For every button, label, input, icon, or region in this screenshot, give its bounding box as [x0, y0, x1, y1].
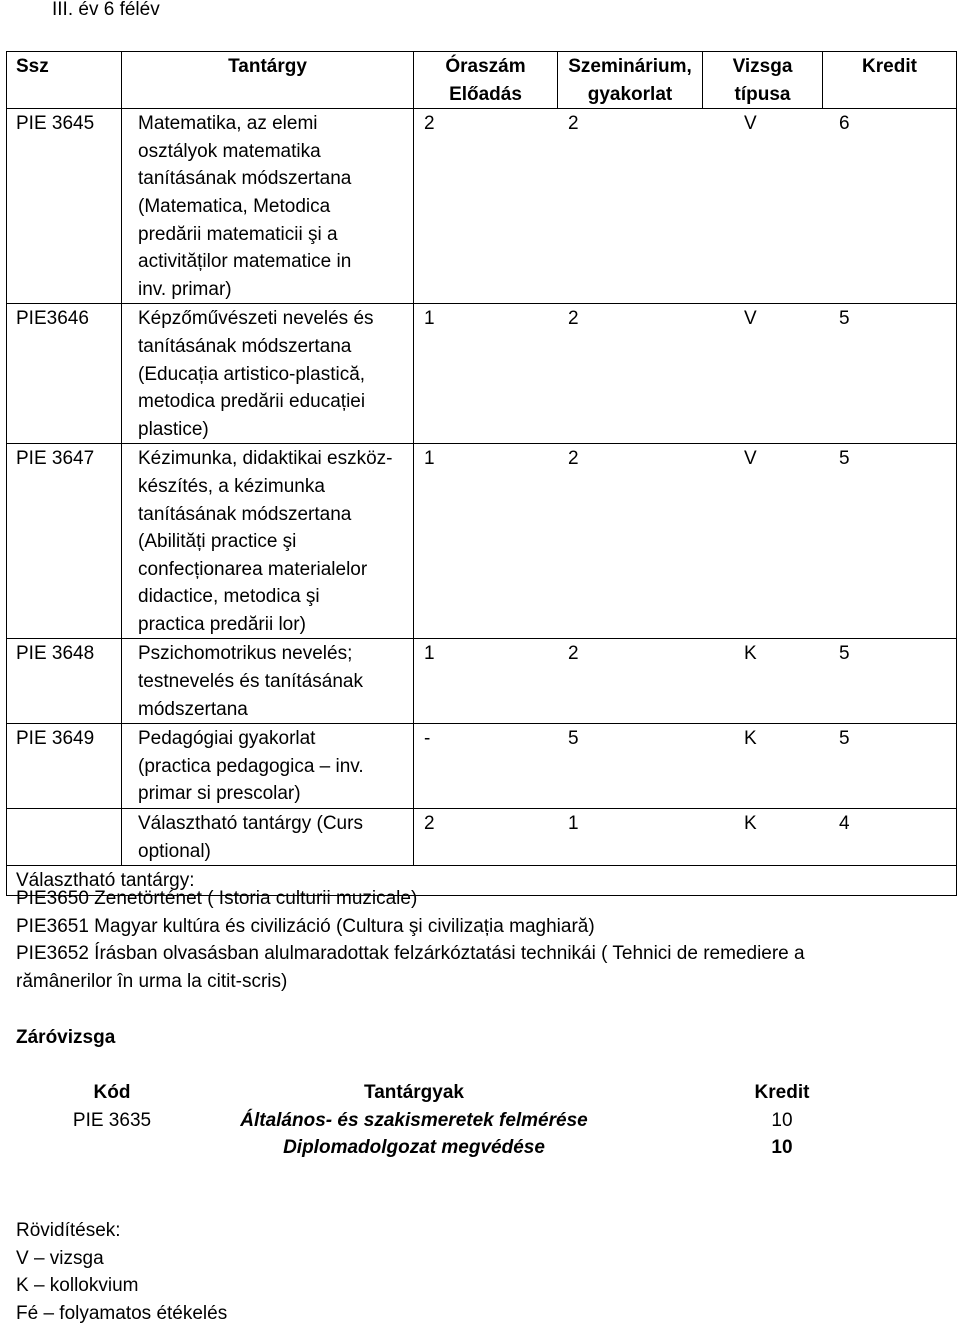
course-title-line: (practica pedagogica – inv.	[138, 755, 364, 777]
course-code: PIE 3647	[7, 444, 122, 639]
course-title-line: Választható tantárgy (Curs	[138, 813, 363, 835]
course-title-line: (Educația artistico-plastică,	[138, 363, 366, 385]
table-row	[7, 724, 957, 809]
elective-list	[16, 885, 805, 995]
course-title	[122, 304, 414, 444]
course-title	[122, 724, 414, 809]
table-row	[7, 304, 957, 444]
header-gyakorlat-label: gyakorlat	[587, 83, 673, 105]
kredit-value: 5	[839, 308, 850, 330]
course-title-line: tanításának módszertana	[138, 503, 352, 525]
vizsga-type-value: K	[744, 813, 757, 835]
abbreviations	[16, 1217, 227, 1327]
eloadas-value: 1	[424, 643, 435, 665]
abbreviation-item: K – kollokvium	[16, 1275, 139, 1297]
course-title-line: primar si prescolar)	[138, 783, 301, 805]
course-title-line: tanításának módszertana	[138, 335, 352, 357]
final-header-tantargyak: Tantárgyak	[364, 1082, 464, 1103]
course-title-line: predării matematicii şi a	[138, 223, 338, 245]
szeminarium-value: 5	[568, 728, 579, 750]
course-title	[122, 809, 414, 866]
kredit-value: 4	[839, 813, 850, 835]
table-row	[7, 444, 957, 639]
final-row-kod: PIE 3635	[72, 1109, 152, 1131]
eloadas-value: 2	[424, 113, 435, 135]
header-tantargy: Tantárgy	[122, 52, 414, 109]
kredit-value: 5	[839, 448, 850, 470]
szeminarium-value: 2	[568, 113, 579, 135]
header-vizsga-label: Vizsga	[732, 56, 793, 77]
course-title-line: practica predării lor)	[138, 613, 306, 635]
eloadas-value: -	[424, 728, 431, 750]
course-title-line: készítés, a kézimunka	[138, 475, 325, 497]
course-title-line: activităților matematice in	[138, 251, 352, 273]
course-title-line: Kézimunka, didaktikai eszköz-	[138, 448, 393, 470]
course-rows	[7, 109, 957, 866]
eloadas-value: 1	[424, 448, 435, 470]
course-title-line: módszertana	[138, 698, 248, 720]
final-row-tantargy: Általános- és szakismeretek felmérése	[240, 1109, 588, 1131]
course-title-line: (Matematica, Metodica	[138, 195, 331, 217]
course-code: PIE3646	[7, 304, 122, 444]
course-values	[414, 109, 957, 304]
final-exam-table	[60, 1079, 900, 1162]
elective-item: rămânerilor în urma la citit-scris)	[16, 970, 288, 992]
course-values	[414, 304, 957, 444]
course-values	[414, 724, 957, 809]
abbreviations-title: Rövidítések:	[16, 1220, 121, 1241]
table-row	[7, 109, 957, 304]
header-vizsga	[703, 52, 823, 109]
kredit-value: 6	[839, 113, 850, 135]
final-header-kredit: Kredit	[754, 1082, 810, 1103]
eloadas-value: 1	[424, 308, 435, 330]
szeminarium-value: 2	[568, 448, 579, 470]
final-row-kod	[60, 1134, 164, 1162]
course-title-line: tanításának módszertana	[138, 168, 352, 190]
course-title-line: Matematika, az elemi	[138, 113, 318, 135]
semester-heading: III. év 6 félév	[52, 0, 160, 20]
final-row-kredit: 10	[771, 1137, 793, 1159]
course-values	[414, 809, 957, 866]
course-title	[122, 639, 414, 724]
elective-item: PIE3652 Írásban olvasásban alulmaradottak felzárkóztatási technikái ( Tehnici de remediere a	[16, 943, 805, 965]
course-code	[7, 809, 122, 866]
course-title-line: osztályok matematika	[138, 140, 321, 162]
course-code: PIE 3648	[7, 639, 122, 724]
vizsga-type-value: V	[744, 113, 757, 135]
final-row-tantargy: Diplomadolgozat megvédése	[283, 1137, 545, 1159]
course-title-line: plastice)	[138, 418, 209, 440]
final-row-kredit: 10	[771, 1109, 793, 1131]
kredit-value: 5	[839, 728, 850, 750]
eloadas-value: 2	[424, 813, 435, 835]
header-szeminarium-label: Szeminárium,	[568, 56, 692, 77]
header-szeminarium	[558, 52, 703, 109]
vizsga-type-value: K	[744, 643, 757, 665]
table-header-row	[7, 52, 957, 109]
vizsga-type-value: V	[744, 308, 757, 330]
final-exam-row	[60, 1134, 900, 1162]
final-exam-header-row	[60, 1079, 900, 1107]
course-title	[122, 109, 414, 304]
course-code: PIE 3645	[7, 109, 122, 304]
vizsga-type-value: V	[744, 448, 757, 470]
final-exam-row	[60, 1107, 900, 1135]
header-oraszam	[414, 52, 558, 109]
course-title-line: inv. primar)	[138, 278, 232, 300]
course-code: PIE 3649	[7, 724, 122, 809]
course-title-line: optional)	[138, 840, 211, 862]
elective-item: PIE3651 Magyar kultúra és civilizáció (Cultura şi civilizația maghiară)	[16, 915, 595, 937]
course-table	[6, 51, 957, 896]
header-kredit: Kredit	[823, 52, 957, 109]
course-title-line: didactice, metodica şi	[138, 586, 320, 608]
header-eloadas-label: Előadás	[449, 83, 522, 105]
course-title-line: Pszichomotrikus nevelés;	[138, 643, 353, 665]
abbreviation-item: Fé – folyamatos étékelés	[16, 1302, 228, 1324]
course-values	[414, 639, 957, 724]
elective-item: PIE3650 Zenetörténet ( Istoria culturii muzicale)	[16, 888, 418, 909]
table-row	[7, 809, 957, 866]
course-title-line: Képzőművészeti nevelés és	[138, 308, 374, 330]
abbreviation-item: V – vizsga	[16, 1247, 104, 1269]
course-title-line: (Abilități practice şi	[138, 531, 297, 553]
course-title-line: confecționarea materialelor	[138, 558, 368, 580]
szeminarium-value: 2	[568, 643, 579, 665]
header-oraszam-label: Óraszám	[445, 56, 526, 77]
szeminarium-value: 1	[568, 813, 579, 835]
header-tipusa-label: típusa	[734, 83, 791, 105]
elective-label: Választható tantárgy:	[7, 866, 957, 896]
final-exam-title: Záróvizsga	[16, 1027, 116, 1048]
szeminarium-value: 2	[568, 308, 579, 330]
final-header-kod: Kód	[93, 1082, 131, 1103]
vizsga-type-value: K	[744, 728, 757, 750]
course-title-line: Pedagógiai gyakorlat	[138, 728, 316, 750]
course-values	[414, 444, 957, 639]
course-title-line: metodica predării educației	[138, 391, 366, 413]
course-title	[122, 444, 414, 639]
course-title-line: testnevelés és tanításának	[138, 671, 363, 693]
table-row	[7, 639, 957, 724]
header-ssz: Ssz	[7, 52, 122, 109]
kredit-value: 5	[839, 643, 850, 665]
